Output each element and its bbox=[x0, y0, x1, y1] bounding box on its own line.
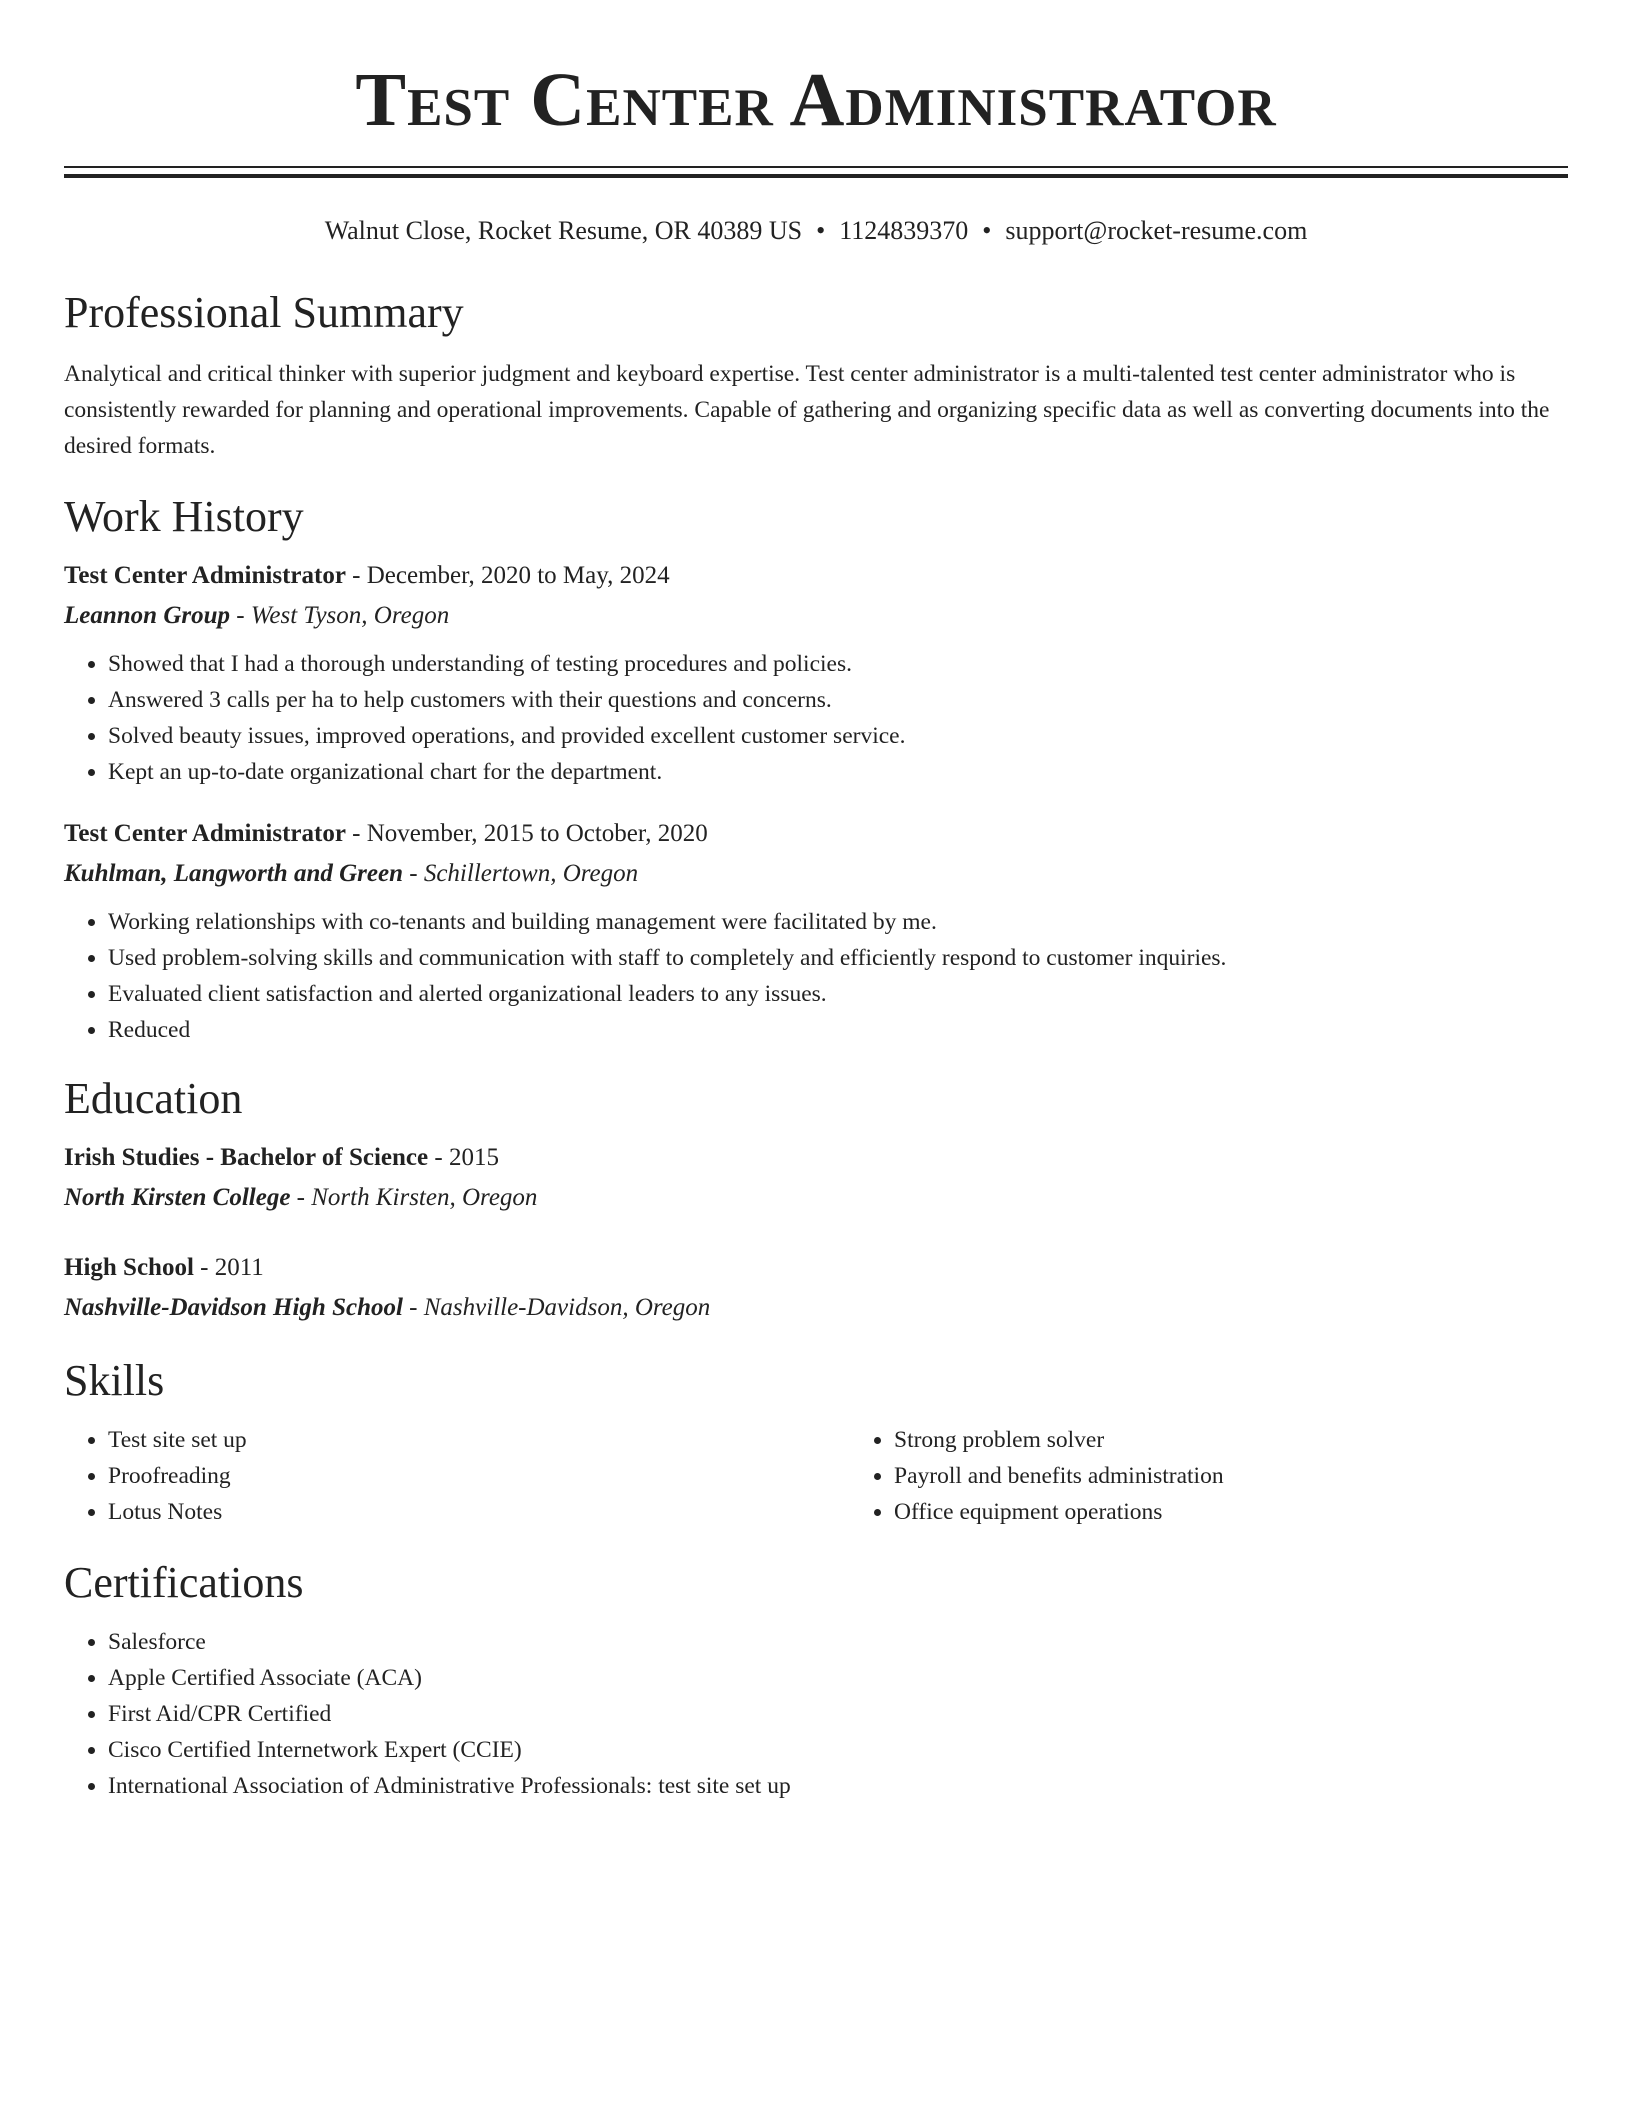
skills-grid bbox=[64, 1422, 1568, 1530]
contact-separator: • bbox=[982, 216, 992, 245]
education-school-line bbox=[64, 1178, 1568, 1218]
job-entry bbox=[64, 556, 1568, 790]
list-item: • Reduced bbox=[108, 1012, 1568, 1048]
contact-email[interactable]: support@rocket-resume.com bbox=[1005, 216, 1308, 245]
list-item: • Showed that I had a thorough understanding of testing procedures and policies. bbox=[108, 646, 1568, 682]
job-dates: - December, 2020 to May, 2024 bbox=[345, 562, 670, 589]
work-history-section bbox=[64, 490, 1568, 1048]
list-item: • Apple Certified Associate (ACA) bbox=[108, 1660, 1568, 1696]
list-item: • Working relationships with co-tenants and building management were facilitated by me. bbox=[108, 904, 1568, 940]
resume-name: Test Center Administrator bbox=[355, 58, 1277, 142]
education-degree: High School bbox=[64, 1254, 194, 1281]
certifications-heading: Certifications bbox=[64, 1558, 304, 1607]
contact-phone: 1124839370 bbox=[839, 216, 969, 245]
education-degree-line bbox=[64, 1138, 1568, 1178]
job-location: - West Tyson, Oregon bbox=[230, 602, 450, 629]
education-year: - 2011 bbox=[193, 1254, 264, 1281]
list-item: • Test site set up bbox=[108, 1422, 850, 1458]
education-entry bbox=[64, 1138, 1568, 1218]
job-title-line bbox=[64, 814, 1568, 854]
contact-address: Walnut Close, Rocket Resume, OR 40389 US bbox=[324, 216, 803, 245]
contact-line bbox=[64, 214, 1568, 248]
job-bullets bbox=[64, 646, 1568, 790]
education-section bbox=[64, 1072, 1568, 1328]
job-title: Test Center Administrator bbox=[64, 820, 346, 847]
list-item: • Evaluated client satisfaction and alerted organizational leaders to any issues. bbox=[108, 976, 1568, 1012]
list-item: • Office equipment operations bbox=[894, 1494, 1632, 1530]
certifications-section bbox=[64, 1556, 1568, 1804]
certifications-list bbox=[64, 1624, 1568, 1804]
job-title: Test Center Administrator bbox=[64, 562, 346, 589]
list-item: • Solved beauty issues, improved operations, and provided excellent customer service. bbox=[108, 718, 1568, 754]
job-company-line bbox=[64, 596, 1568, 636]
list-item: • Payroll and benefits administration bbox=[894, 1458, 1632, 1494]
list-item: • Cisco Certified Internetwork Expert (CCIE) bbox=[108, 1732, 1568, 1768]
job-company: Leannon Group bbox=[64, 602, 231, 629]
header-divider bbox=[64, 166, 1568, 178]
education-heading: Education bbox=[64, 1074, 243, 1123]
job-dates: - November, 2015 to October, 2020 bbox=[345, 820, 708, 847]
skills-list-right bbox=[850, 1422, 1632, 1530]
list-item: • Strong problem solver bbox=[894, 1422, 1632, 1458]
job-bullets bbox=[64, 904, 1568, 1048]
education-entry bbox=[64, 1248, 1568, 1328]
education-degree-line bbox=[64, 1248, 1568, 1288]
job-company-line bbox=[64, 854, 1568, 894]
skills-section bbox=[64, 1354, 1568, 1530]
job-title-line bbox=[64, 556, 1568, 596]
education-location: - Nashville-Davidson, Oregon bbox=[402, 1294, 711, 1321]
education-school: North Kirsten College bbox=[64, 1184, 291, 1211]
list-item: • International Association of Administrative Professionals: test site set up bbox=[108, 1768, 1568, 1804]
job-company: Kuhlman, Langworth and Green bbox=[64, 860, 403, 887]
skills-list-left bbox=[64, 1422, 850, 1530]
contact-separator: • bbox=[816, 216, 826, 245]
education-school: Nashville-Davidson High School bbox=[64, 1294, 403, 1321]
skills-heading: Skills bbox=[64, 1356, 165, 1405]
education-year: - 2015 bbox=[428, 1144, 499, 1171]
education-school-line bbox=[64, 1288, 1568, 1328]
list-item: • Salesforce bbox=[108, 1624, 1568, 1660]
job-entry bbox=[64, 814, 1568, 1048]
list-item: • Proofreading bbox=[108, 1458, 850, 1494]
list-item: • First Aid/CPR Certified bbox=[108, 1696, 1568, 1732]
list-item: • Lotus Notes bbox=[108, 1494, 850, 1530]
list-item: • Kept an up-to-date organizational chart for the department. bbox=[108, 754, 1568, 790]
list-item: • Answered 3 calls per ha to help customers with their questions and concerns. bbox=[108, 682, 1568, 718]
work-history-heading: Work History bbox=[64, 492, 304, 541]
list-item: • Used problem-solving skills and communication with staff to completely and efficiently respond to customer inquiries. bbox=[108, 940, 1568, 976]
summary-section bbox=[64, 286, 1568, 464]
education-degree: Irish Studies - Bachelor of Science bbox=[64, 1144, 429, 1171]
education-location: - North Kirsten, Oregon bbox=[290, 1184, 538, 1211]
summary-heading: Professional Summary bbox=[64, 288, 464, 337]
summary-text: Analytical and critical thinker with superior judgment and keyboard expertise. Test center administrator is a multi-talented test center administrator who is consistently rewarded for planning and operational improvements. Capable of gathering and organizing specific data as well as converting documents into the desired formats. bbox=[64, 361, 1550, 459]
job-location: - Schillertown, Oregon bbox=[403, 860, 639, 887]
